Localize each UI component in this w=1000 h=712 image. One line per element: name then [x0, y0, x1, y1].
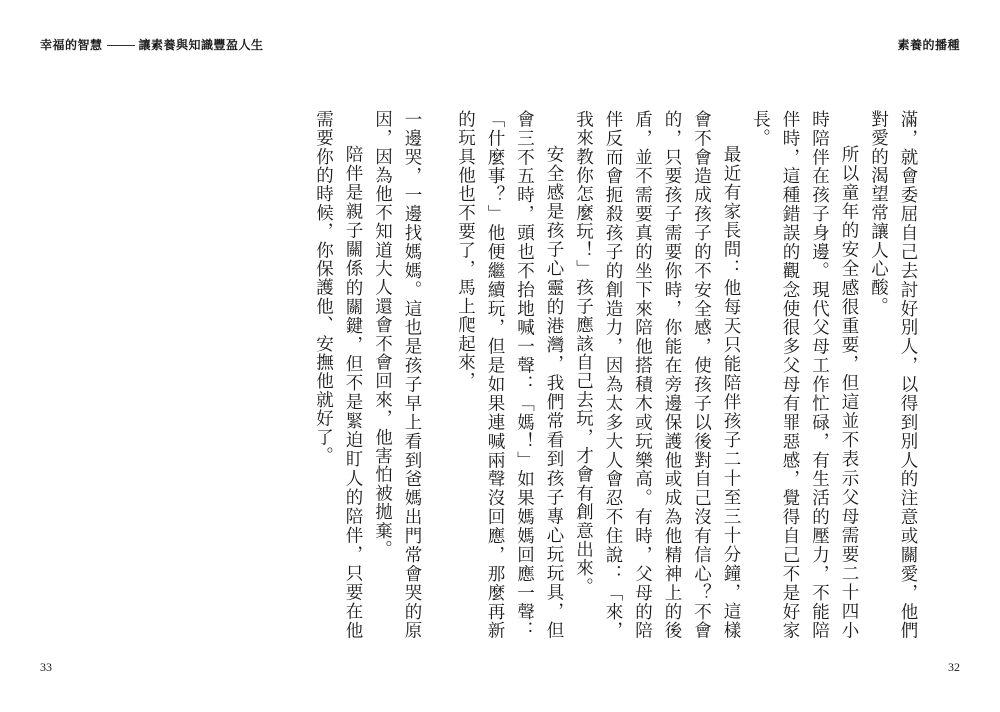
book-title: 幸福的智慧	[40, 38, 103, 52]
header-dash-divider	[107, 45, 135, 46]
paragraph: 最近有家長問：他每天只能陪伴孩子二十至三十分鐘，這樣會不會造成孩子的不安全感，使孩子以後對自己沒有信心？不會的，只要孩子需要你時，你能在旁邊保護他或成為他精神上的後盾，並不需要真的坐下來陪他搭積木或玩樂高。有時，父母的陪伴反而會扼殺孩子的創造力，因為太多大人會忍不住說：「來，我來教你怎麼玩！」孩子應該自己去玩，才會有創意出來。	[573, 110, 741, 640]
running-header-left	[40, 36, 264, 53]
left-page-body-text	[313, 110, 426, 640]
chapter-title: 素養的播種	[897, 38, 960, 52]
paragraph: 一邊哭，一邊找媽媽。這也是孩子早上看到爸媽出門常會哭的原因，因為他不知道大人還會不會回來，他害怕被拋棄。	[372, 110, 422, 640]
paragraph: 滿，就會委屈自己去討好別人，以得到別人的注意或關愛，他們對愛的渴望常讓人心酸。	[868, 110, 918, 640]
right-page-body-text	[455, 110, 922, 640]
running-header-right	[897, 36, 960, 53]
paragraph: 所以童年的安全感很重要，但這並不表示父母需要二十四小時陪伴在孩子身邊。現代父母工作忙碌，有生活的壓力，不能陪伴時，這種錯誤的觀念使很多父母有罪惡感，覺得自己不是好家長。	[750, 110, 859, 640]
book-subtitle: 讓素養與知識豐盈人生	[138, 38, 264, 52]
page-number-right: 32	[948, 660, 960, 674]
paragraph: 安全感是孩子心靈的港灣，我們常看到孩子專心玩玩具，但會三不五時，頭也不抬地喊一聲：「媽！」如果媽媽回應一聲：「什麼事？」他便繼續玩，但是如果連喊兩聲沒回應，那麼再新的玩具他也不要了，馬上爬起來，	[455, 110, 564, 640]
page-number-left: 33	[40, 660, 52, 674]
paragraph: 陪伴是親子關係的關鍵，但不是緊迫盯人的陪伴，只要在他需要你的時候，你保護他、安撫他就好了。	[313, 110, 363, 640]
